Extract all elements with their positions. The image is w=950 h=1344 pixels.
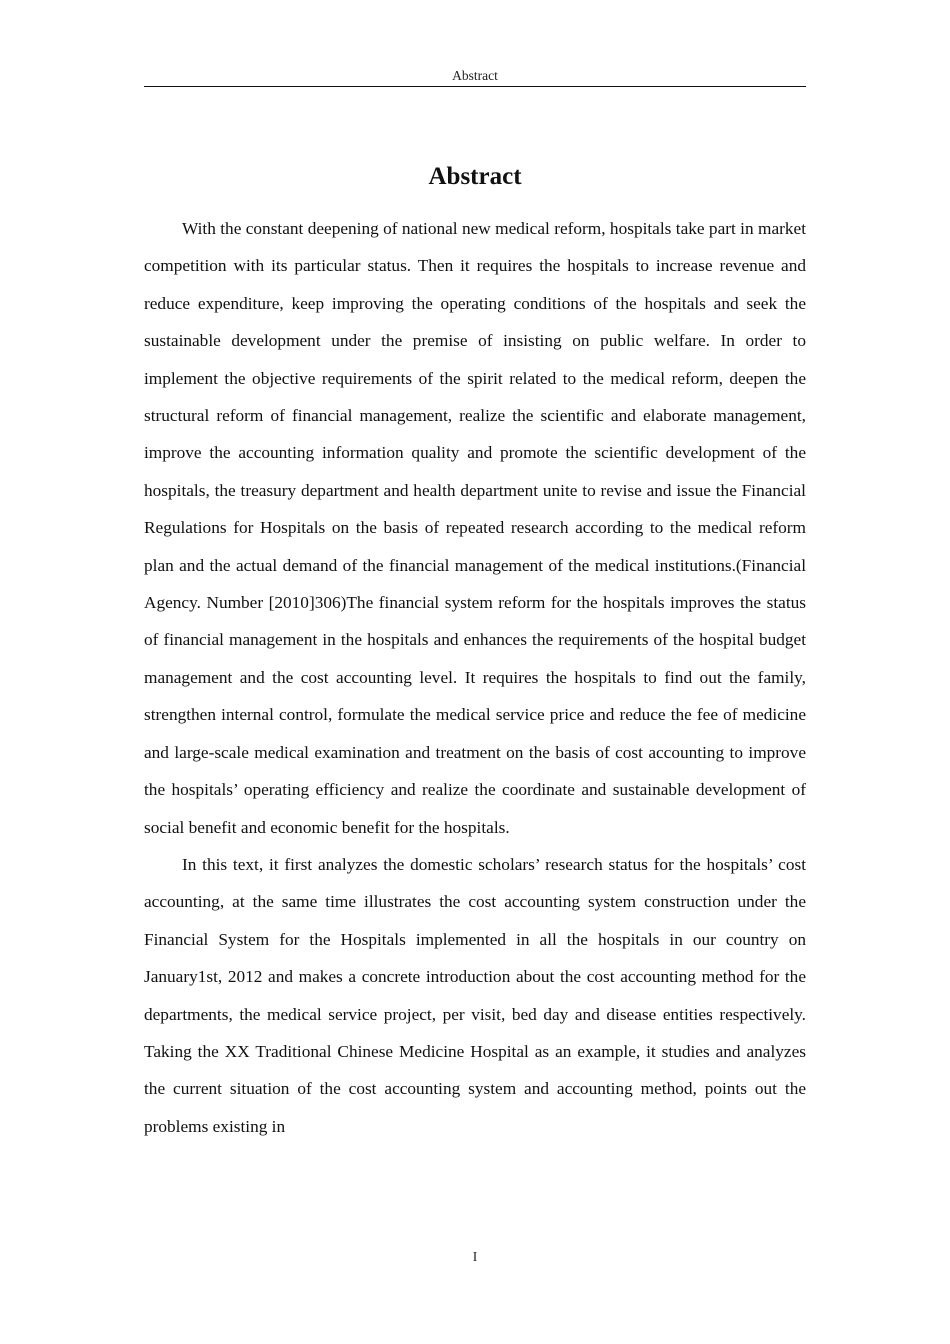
header-rule (144, 86, 806, 87)
abstract-paragraph-2: In this text, it first analyzes the domestic scholars’ research status for the hospitals’ cost accounting, at the same time illustrates the cost accounting system construction under the Financial System for the Hospitals implemented in all the hospitals in our country on January1st, 2012 and makes a concrete introduction about the cost accounting method for the departments, the medical service project, per visit, bed day and disease entities respectively. Taking the XX Traditional Chinese Medicine Hospital as an example, it studies and analyzes the current situation of the cost accounting system and accounting method, points out the problems existing in (144, 854, 806, 1136)
abstract-paragraph-1: With the constant deepening of national new medical reform, hospitals take part in market competition with its particular status. Then it requires the hospitals to increase revenue and reduce expenditure, keep improving the operating conditions of the hospitals and seek the sustainable development under the premise of insisting on public welfare. In order to implement the objective requirements of the spirit related to the medical reform, deepen the structural reform of financial management, realize the scientific and elaborate management, improve the accounting information quality and promote the scientific development of the hospitals, the treasury department and health department unite to revise and issue the Financial Regulations for Hospitals on the basis of repeated research according to the medical reform plan and the actual demand of the financial management of the medical institutions.(Financial Agency. Number [2010]306)The financial system reform for the hospitals improves the status of financial management in the hospitals and enhances the requirements of the hospital budget management and the cost accounting level. It requires the hospitals to find out the family, strengthen internal control, formulate the medical service price and reduce the fee of medicine and large-scale medical examination and treatment on the basis of cost accounting to improve the hospitals’ operating efficiency and realize the coordinate and sustainable development of social benefit and economic benefit for the hospitals. (144, 219, 806, 837)
running-header: Abstract (452, 68, 498, 83)
page-title: Abstract (428, 163, 522, 190)
abstract-body (144, 210, 806, 1145)
page-number: I (472, 1249, 478, 1264)
